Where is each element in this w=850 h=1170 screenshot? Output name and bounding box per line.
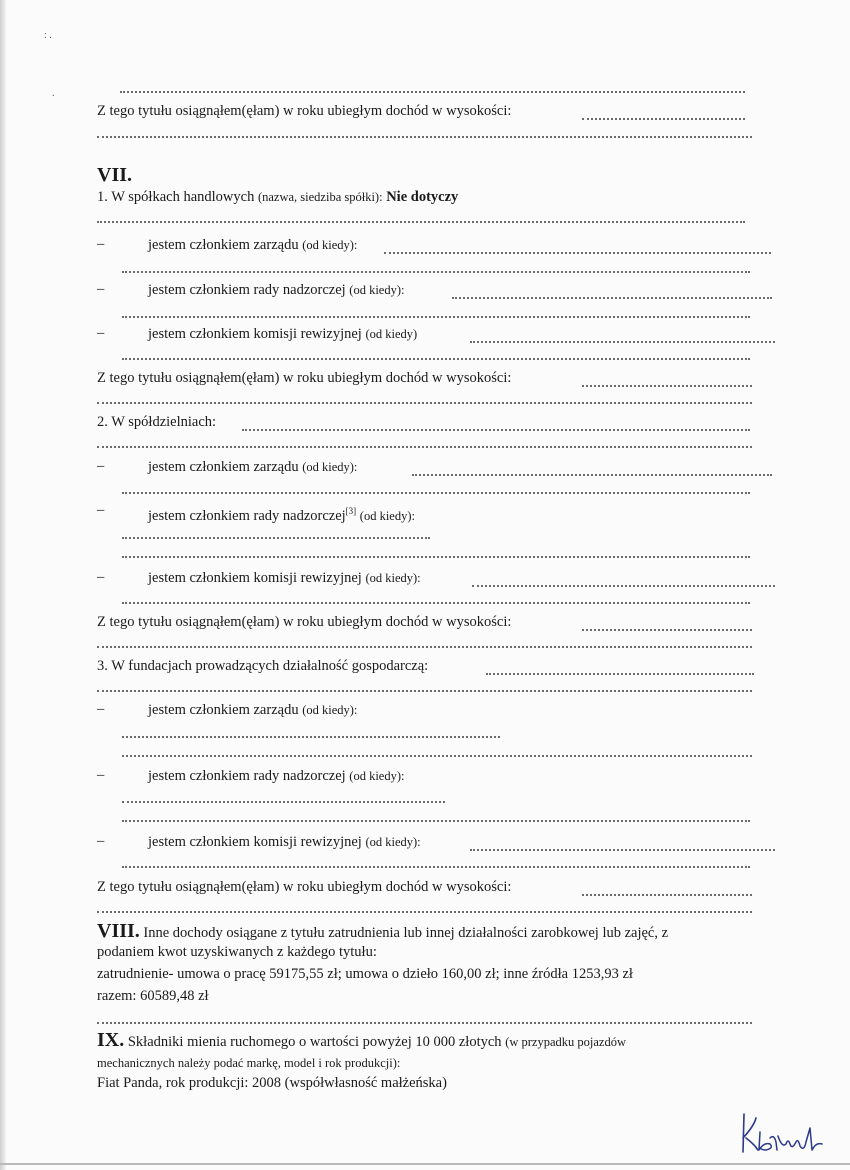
viii-text2: podaniem kwot uzyskiwanych z każdego tytułu: xyxy=(97,944,377,960)
list-dash: – xyxy=(97,701,105,717)
footnote-marker: [3] xyxy=(345,506,357,516)
vii-item3: 3. W fundacjach prowadzących działalność gospodarczą: xyxy=(97,658,429,674)
since-text: (od kiedy): xyxy=(365,835,421,849)
dotted-line xyxy=(122,801,445,803)
income-label: Z tego tytułu osiągnąłem(ęłam) w roku ubiegłym dochód w wysokości: xyxy=(97,879,512,895)
vii1-board-label xyxy=(148,237,357,254)
ix-line1 xyxy=(97,1029,626,1051)
ix-text2: mechanicznych należy podać markę, model i rok produkcji): xyxy=(97,1056,401,1070)
list-dash: – xyxy=(97,767,105,783)
since-text: (od kiedy): xyxy=(302,703,358,717)
board-text: jestem członkiem zarządu xyxy=(148,702,299,718)
dotted-line xyxy=(412,474,772,476)
list-dash: – xyxy=(97,236,105,252)
dotted-line xyxy=(582,629,752,631)
dotted-line xyxy=(122,492,750,494)
scan-left-edge xyxy=(0,0,6,1170)
supervisory-text: jestem członkiem rady nadzorczej xyxy=(148,507,346,524)
board-text: jestem członkiem zarządu xyxy=(148,459,299,475)
dotted-line xyxy=(384,252,771,254)
dotted-line xyxy=(122,556,750,558)
dotted-line xyxy=(122,271,750,273)
vii-item1-answer: Nie dotyczy xyxy=(386,189,459,205)
list-dash: – xyxy=(97,458,105,474)
dotted-line xyxy=(97,1022,752,1024)
since-text: (od kiedy): xyxy=(302,460,358,474)
dotted-line xyxy=(97,690,752,692)
since-text: (od kiedy): xyxy=(349,769,405,783)
dotted-line xyxy=(97,646,752,648)
since-text: (od kiedy): xyxy=(349,283,405,297)
vii3-supervisory-label xyxy=(148,768,405,785)
section-vii-heading: VII. xyxy=(97,164,133,186)
dotted-line xyxy=(470,849,775,851)
vii2-audit-label xyxy=(148,570,421,587)
list-dash: – xyxy=(97,325,105,341)
vii-item1-line xyxy=(97,189,458,206)
list-dash: – xyxy=(97,833,105,849)
scan-bottom-edge xyxy=(0,1163,850,1165)
scan-speck: . xyxy=(52,88,55,99)
scan-speck: : . xyxy=(44,30,52,41)
since-text: (od kiedy): xyxy=(365,571,421,585)
since-text: (od kiedy): xyxy=(302,238,358,252)
dotted-line xyxy=(122,537,430,539)
vii-item1-paren: (nazwa, siedziba spółki): xyxy=(257,190,383,204)
section-viii-heading: VIII. xyxy=(97,920,140,942)
dotted-line xyxy=(582,385,752,387)
ix-text1-paren: (w przypadku pojazdów xyxy=(505,1035,626,1049)
supervisory-text: jestem członkiem rady nadzorczej xyxy=(148,282,346,298)
vii2-supervisory-label xyxy=(148,503,415,525)
income-label: Z tego tytułu osiągnąłem(ęłam) w roku ubiegłym dochód w wysokości: xyxy=(97,614,512,630)
dotted-line xyxy=(122,736,500,738)
list-dash: – xyxy=(97,281,105,297)
audit-text: jestem członkiem komisji rewizyjnej xyxy=(148,570,362,586)
income-label: Z tego tytułu osiągnąłem(ęłam) w roku ubiegłym dochód w wysokości: xyxy=(97,103,512,119)
viii-line1 xyxy=(97,920,669,942)
vii-item2: 2. W spółdzielniach: xyxy=(97,414,217,430)
vii2-board-label xyxy=(148,459,357,476)
viii-income-total: razem: 60589,48 zł xyxy=(97,988,209,1004)
since-text: (od kiedy) xyxy=(365,327,418,341)
dotted-line xyxy=(582,894,752,896)
dotted-line xyxy=(486,673,754,675)
board-text: jestem członkiem zarządu xyxy=(148,237,299,253)
list-dash: – xyxy=(97,569,105,585)
dotted-line xyxy=(122,358,750,360)
handwritten-signature xyxy=(740,1108,830,1158)
dotted-line xyxy=(122,866,750,868)
audit-text: jestem członkiem komisji rewizyjnej xyxy=(148,834,362,850)
dotted-line xyxy=(120,91,745,93)
vii1-audit-label xyxy=(148,326,417,343)
income-label: Z tego tytułu osiągnąłem(ęłam) w roku ubiegłym dochód w wysokości: xyxy=(97,370,512,386)
dotted-line xyxy=(97,221,745,223)
dotted-line xyxy=(97,911,752,913)
dotted-line xyxy=(97,402,752,404)
since-text: (od kiedy): xyxy=(359,508,415,523)
dotted-line xyxy=(97,136,752,138)
vii3-board-label xyxy=(148,702,357,719)
list-dash: – xyxy=(97,502,105,518)
vii3-audit-label xyxy=(148,834,421,851)
viii-income-breakdown: zatrudnienie- umowa o pracę 59175,55 zł; umowa o dzieło 160,00 zł; inne źródła 1253,93 zł xyxy=(97,966,633,982)
dotted-line xyxy=(472,585,775,587)
dotted-line xyxy=(242,429,750,431)
ix-text1: Składniki mienia ruchomego o wartości powyżej 10 000 złotych xyxy=(127,1034,502,1050)
section-ix-heading: IX. xyxy=(97,1029,125,1051)
supervisory-text: jestem członkiem rady nadzorczej xyxy=(148,768,346,784)
audit-text: jestem członkiem komisji rewizyjnej xyxy=(148,326,362,342)
dotted-line xyxy=(97,446,752,448)
vii-item1-prefix: 1. W spółkach handlowych xyxy=(97,189,255,205)
viii-text1: Inne dochody osiągane z tytułu zatrudnienia lub innej działalności zarobkowej lub zajęć, z xyxy=(143,925,669,941)
dotted-line xyxy=(122,316,750,318)
dotted-line xyxy=(470,341,775,343)
vii1-supervisory-label xyxy=(148,282,405,299)
dotted-line xyxy=(122,755,752,757)
dotted-line xyxy=(582,118,745,120)
dotted-line xyxy=(122,820,750,822)
dotted-line xyxy=(122,602,750,604)
dotted-line xyxy=(452,297,772,299)
ix-vehicle: Fiat Panda, rok produkcji: 2008 (współwłasność małżeńska) xyxy=(97,1075,447,1091)
